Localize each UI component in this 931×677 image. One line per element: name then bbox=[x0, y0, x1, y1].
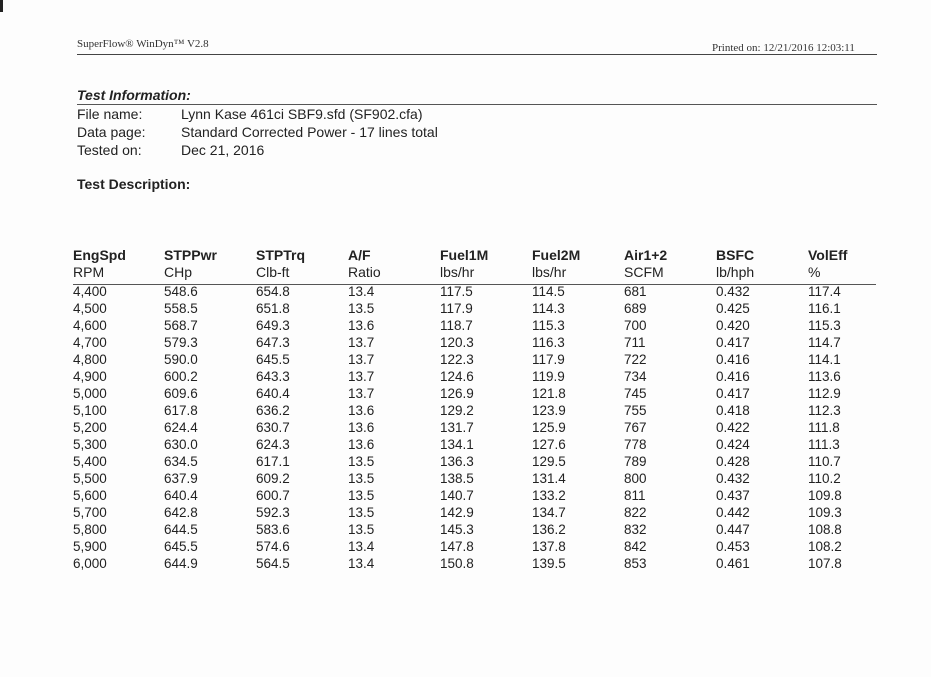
table-row bbox=[0, 284, 931, 301]
table-cell: 13.6 bbox=[348, 403, 375, 418]
column-header bbox=[808, 247, 847, 281]
table-row bbox=[0, 301, 931, 318]
table-cell: 127.6 bbox=[532, 437, 566, 452]
table-cell: 111.8 bbox=[808, 420, 840, 435]
table-cell: 0.418 bbox=[716, 403, 750, 418]
table-cell: 711 bbox=[624, 335, 646, 350]
info-value: Standard Corrected Power - 17 lines total bbox=[181, 124, 438, 140]
table-cell: 0.416 bbox=[716, 352, 750, 367]
column-unit: RPM bbox=[73, 264, 105, 280]
table-cell: 5,400 bbox=[73, 454, 107, 469]
table-cell: 0.447 bbox=[716, 522, 750, 537]
table-cell: 13.4 bbox=[348, 284, 375, 299]
table-cell: 681 bbox=[624, 284, 647, 299]
column-unit: lbs/hr bbox=[532, 264, 567, 280]
column-name: Air1+2 bbox=[624, 247, 668, 263]
column-name: VolEff bbox=[808, 247, 848, 263]
table-cell: 654.8 bbox=[256, 284, 290, 299]
table-cell: 134.7 bbox=[532, 505, 566, 520]
table-cell: 114.3 bbox=[532, 301, 565, 316]
table-cell: 630.0 bbox=[164, 437, 198, 452]
table-row bbox=[0, 318, 931, 335]
table-cell: 112.9 bbox=[808, 386, 841, 401]
table-cell: 624.4 bbox=[164, 420, 198, 435]
table-cell: 136.2 bbox=[532, 522, 566, 537]
table-row bbox=[0, 369, 931, 386]
table-cell: 126.9 bbox=[440, 386, 474, 401]
table-cell: 568.7 bbox=[164, 318, 198, 333]
table-cell: 564.5 bbox=[256, 556, 290, 571]
info-value: Lynn Kase 461ci SBF9.sfd (SF902.cfa) bbox=[181, 106, 423, 122]
table-cell: 778 bbox=[624, 437, 647, 452]
table-cell: 123.9 bbox=[532, 403, 566, 418]
table-cell: 767 bbox=[624, 420, 647, 435]
table-cell: 13.6 bbox=[348, 437, 375, 452]
table-cell: 142.9 bbox=[440, 505, 474, 520]
column-name: Fuel2M bbox=[532, 247, 581, 263]
column-unit: lbs/hr bbox=[440, 264, 475, 280]
table-cell: 13.5 bbox=[348, 471, 375, 486]
table-cell: 600.2 bbox=[164, 369, 198, 384]
table-cell: 13.5 bbox=[348, 488, 375, 503]
data-table-body bbox=[0, 284, 931, 573]
table-cell: 5,300 bbox=[73, 437, 107, 452]
table-cell: 624.3 bbox=[256, 437, 290, 452]
table-cell: 4,400 bbox=[73, 284, 107, 299]
table-cell: 0.442 bbox=[716, 505, 750, 520]
table-cell: 117.5 bbox=[440, 284, 473, 299]
info-row-tested-on bbox=[77, 142, 264, 158]
table-cell: 5,200 bbox=[73, 420, 107, 435]
table-cell: 145.3 bbox=[440, 522, 474, 537]
column-header bbox=[716, 247, 754, 281]
table-cell: 0.461 bbox=[716, 556, 750, 571]
test-description-title: Test Description: bbox=[77, 176, 191, 192]
table-cell: 13.7 bbox=[348, 369, 375, 384]
table-cell: 125.9 bbox=[532, 420, 566, 435]
table-cell: 592.3 bbox=[256, 505, 290, 520]
table-cell: 129.5 bbox=[532, 454, 566, 469]
table-cell: 640.4 bbox=[164, 488, 198, 503]
table-cell: 13.5 bbox=[348, 301, 375, 316]
table-cell: 150.8 bbox=[440, 556, 474, 571]
info-label: Tested on: bbox=[77, 142, 142, 158]
table-cell: 651.8 bbox=[256, 301, 290, 316]
table-cell: 109.3 bbox=[808, 505, 842, 520]
column-name: Fuel1M bbox=[440, 247, 489, 263]
table-cell: 129.2 bbox=[440, 403, 474, 418]
table-cell: 645.5 bbox=[164, 539, 198, 554]
table-row bbox=[0, 522, 931, 539]
table-cell: 136.3 bbox=[440, 454, 474, 469]
test-information-divider bbox=[77, 104, 877, 105]
table-cell: 617.8 bbox=[164, 403, 198, 418]
table-cell: 4,600 bbox=[73, 318, 107, 333]
table-cell: 5,900 bbox=[73, 539, 107, 554]
table-cell: 147.8 bbox=[440, 539, 474, 554]
table-cell: 120.3 bbox=[440, 335, 474, 350]
info-value: Dec 21, 2016 bbox=[181, 142, 265, 158]
table-row bbox=[0, 505, 931, 522]
table-cell: 108.8 bbox=[808, 522, 842, 537]
table-row bbox=[0, 335, 931, 352]
column-unit: SCFM bbox=[624, 264, 664, 280]
table-cell: 579.3 bbox=[164, 335, 198, 350]
info-row-file-name bbox=[77, 106, 423, 122]
table-cell: 114.1 bbox=[808, 352, 841, 367]
table-cell: 0.428 bbox=[716, 454, 750, 469]
printed-timestamp: Printed on: 12/21/2016 12:03:11 bbox=[712, 42, 855, 54]
table-cell: 112.3 bbox=[808, 403, 841, 418]
table-cell: 590.0 bbox=[164, 352, 198, 367]
table-cell: 5,100 bbox=[73, 403, 107, 418]
table-row bbox=[0, 539, 931, 556]
table-cell: 617.1 bbox=[256, 454, 290, 469]
table-cell: 5,800 bbox=[73, 522, 107, 537]
table-cell: 640.4 bbox=[256, 386, 290, 401]
table-cell: 600.7 bbox=[256, 488, 290, 503]
column-header bbox=[624, 247, 667, 281]
table-cell: 647.3 bbox=[256, 335, 290, 350]
table-cell: 5,600 bbox=[73, 488, 107, 503]
table-cell: 111.3 bbox=[808, 437, 840, 452]
table-cell: 4,500 bbox=[73, 301, 107, 316]
table-cell: 107.8 bbox=[808, 556, 842, 571]
table-cell: 133.2 bbox=[532, 488, 566, 503]
table-cell: 0.453 bbox=[716, 539, 750, 554]
table-cell: 0.437 bbox=[716, 488, 750, 503]
info-label: Data page: bbox=[77, 124, 146, 140]
table-cell: 755 bbox=[624, 403, 647, 418]
table-row bbox=[0, 437, 931, 454]
table-cell: 642.8 bbox=[164, 505, 198, 520]
column-unit: Ratio bbox=[348, 264, 381, 280]
table-cell: 6,000 bbox=[73, 556, 107, 571]
table-cell: 119.9 bbox=[532, 369, 565, 384]
table-cell: 13.4 bbox=[348, 539, 375, 554]
table-cell: 13.7 bbox=[348, 335, 375, 350]
table-cell: 0.432 bbox=[716, 471, 750, 486]
table-cell: 5,500 bbox=[73, 471, 107, 486]
table-cell: 0.432 bbox=[716, 284, 750, 299]
table-cell: 13.6 bbox=[348, 420, 375, 435]
table-row bbox=[0, 403, 931, 420]
column-unit: % bbox=[808, 264, 821, 280]
table-cell: 637.9 bbox=[164, 471, 198, 486]
table-cell: 114.5 bbox=[532, 284, 565, 299]
table-cell: 117.4 bbox=[808, 284, 841, 299]
table-cell: 630.7 bbox=[256, 420, 290, 435]
table-cell: 4,700 bbox=[73, 335, 107, 350]
column-header bbox=[164, 247, 217, 281]
table-cell: 745 bbox=[624, 386, 647, 401]
table-row bbox=[0, 352, 931, 369]
table-cell: 110.2 bbox=[808, 471, 841, 486]
column-unit: CHp bbox=[164, 264, 193, 280]
table-cell: 0.420 bbox=[716, 318, 750, 333]
table-row bbox=[0, 420, 931, 437]
column-name: A/F bbox=[348, 247, 371, 263]
table-cell: 4,900 bbox=[73, 369, 107, 384]
table-cell: 109.8 bbox=[808, 488, 842, 503]
table-cell: 115.3 bbox=[808, 318, 841, 333]
table-cell: 137.8 bbox=[532, 539, 566, 554]
table-cell: 4,800 bbox=[73, 352, 107, 367]
column-header bbox=[348, 247, 381, 281]
table-cell: 108.2 bbox=[808, 539, 842, 554]
table-cell: 636.2 bbox=[256, 403, 290, 418]
table-cell: 124.6 bbox=[440, 369, 474, 384]
table-cell: 13.6 bbox=[348, 318, 375, 333]
table-cell: 0.416 bbox=[716, 369, 750, 384]
table-cell: 734 bbox=[624, 369, 647, 384]
table-cell: 0.417 bbox=[716, 335, 750, 350]
table-cell: 574.6 bbox=[256, 539, 290, 554]
table-cell: 634.5 bbox=[164, 454, 198, 469]
column-header bbox=[73, 247, 126, 281]
table-cell: 110.7 bbox=[808, 454, 841, 469]
table-cell: 13.5 bbox=[348, 522, 375, 537]
scan-corner-mark bbox=[0, 0, 3, 12]
table-cell: 822 bbox=[624, 505, 647, 520]
table-cell: 548.6 bbox=[164, 284, 198, 299]
table-cell: 0.424 bbox=[716, 437, 750, 452]
table-cell: 853 bbox=[624, 556, 647, 571]
table-cell: 0.417 bbox=[716, 386, 750, 401]
table-cell: 121.8 bbox=[532, 386, 566, 401]
table-cell: 0.422 bbox=[716, 420, 750, 435]
table-cell: 689 bbox=[624, 301, 647, 316]
table-row bbox=[0, 386, 931, 403]
table-cell: 13.5 bbox=[348, 505, 375, 520]
table-cell: 134.1 bbox=[440, 437, 474, 452]
column-name: BSFC bbox=[716, 247, 755, 263]
table-cell: 811 bbox=[624, 488, 646, 503]
table-cell: 644.9 bbox=[164, 556, 198, 571]
table-cell: 609.2 bbox=[256, 471, 290, 486]
table-cell: 122.3 bbox=[440, 352, 474, 367]
column-header bbox=[440, 247, 488, 281]
column-unit: Clb-ft bbox=[256, 264, 290, 280]
table-cell: 131.7 bbox=[440, 420, 474, 435]
table-cell: 117.9 bbox=[440, 301, 473, 316]
table-row bbox=[0, 471, 931, 488]
table-cell: 113.6 bbox=[808, 369, 841, 384]
table-cell: 5,000 bbox=[73, 386, 107, 401]
table-cell: 644.5 bbox=[164, 522, 198, 537]
table-cell: 0.425 bbox=[716, 301, 750, 316]
table-cell: 116.3 bbox=[532, 335, 565, 350]
table-cell: 583.6 bbox=[256, 522, 290, 537]
table-cell: 117.9 bbox=[532, 352, 565, 367]
table-cell: 13.4 bbox=[348, 556, 375, 571]
table-cell: 558.5 bbox=[164, 301, 198, 316]
table-cell: 722 bbox=[624, 352, 647, 367]
table-row bbox=[0, 488, 931, 505]
table-cell: 131.4 bbox=[532, 471, 566, 486]
table-cell: 138.5 bbox=[440, 471, 474, 486]
table-cell: 832 bbox=[624, 522, 647, 537]
table-cell: 13.7 bbox=[348, 386, 375, 401]
table-cell: 140.7 bbox=[440, 488, 474, 503]
column-header bbox=[256, 247, 305, 281]
column-header bbox=[532, 247, 580, 281]
column-name: STPPwr bbox=[164, 247, 217, 263]
table-cell: 645.5 bbox=[256, 352, 290, 367]
info-label: File name: bbox=[77, 106, 143, 122]
table-cell: 842 bbox=[624, 539, 647, 554]
table-cell: 13.7 bbox=[348, 352, 375, 367]
table-cell: 139.5 bbox=[532, 556, 566, 571]
table-cell: 118.7 bbox=[440, 318, 473, 333]
table-cell: 13.5 bbox=[348, 454, 375, 469]
header-divider bbox=[77, 54, 877, 55]
app-name: SuperFlow® WinDyn™ V2.8 bbox=[77, 38, 209, 50]
table-row bbox=[0, 454, 931, 471]
table-cell: 800 bbox=[624, 471, 647, 486]
table-cell: 5,700 bbox=[73, 505, 107, 520]
column-name: STPTrq bbox=[256, 247, 306, 263]
table-cell: 115.3 bbox=[532, 318, 565, 333]
table-row bbox=[0, 556, 931, 573]
table-cell: 789 bbox=[624, 454, 647, 469]
info-row-data-page bbox=[77, 124, 438, 140]
table-cell: 116.1 bbox=[808, 301, 841, 316]
column-unit: lb/hph bbox=[716, 264, 755, 280]
test-information-title: Test Information: bbox=[77, 87, 191, 103]
table-cell: 643.3 bbox=[256, 369, 290, 384]
table-cell: 649.3 bbox=[256, 318, 290, 333]
column-name: EngSpd bbox=[73, 247, 126, 263]
table-cell: 114.7 bbox=[808, 335, 841, 350]
table-cell: 609.6 bbox=[164, 386, 198, 401]
table-cell: 700 bbox=[624, 318, 647, 333]
